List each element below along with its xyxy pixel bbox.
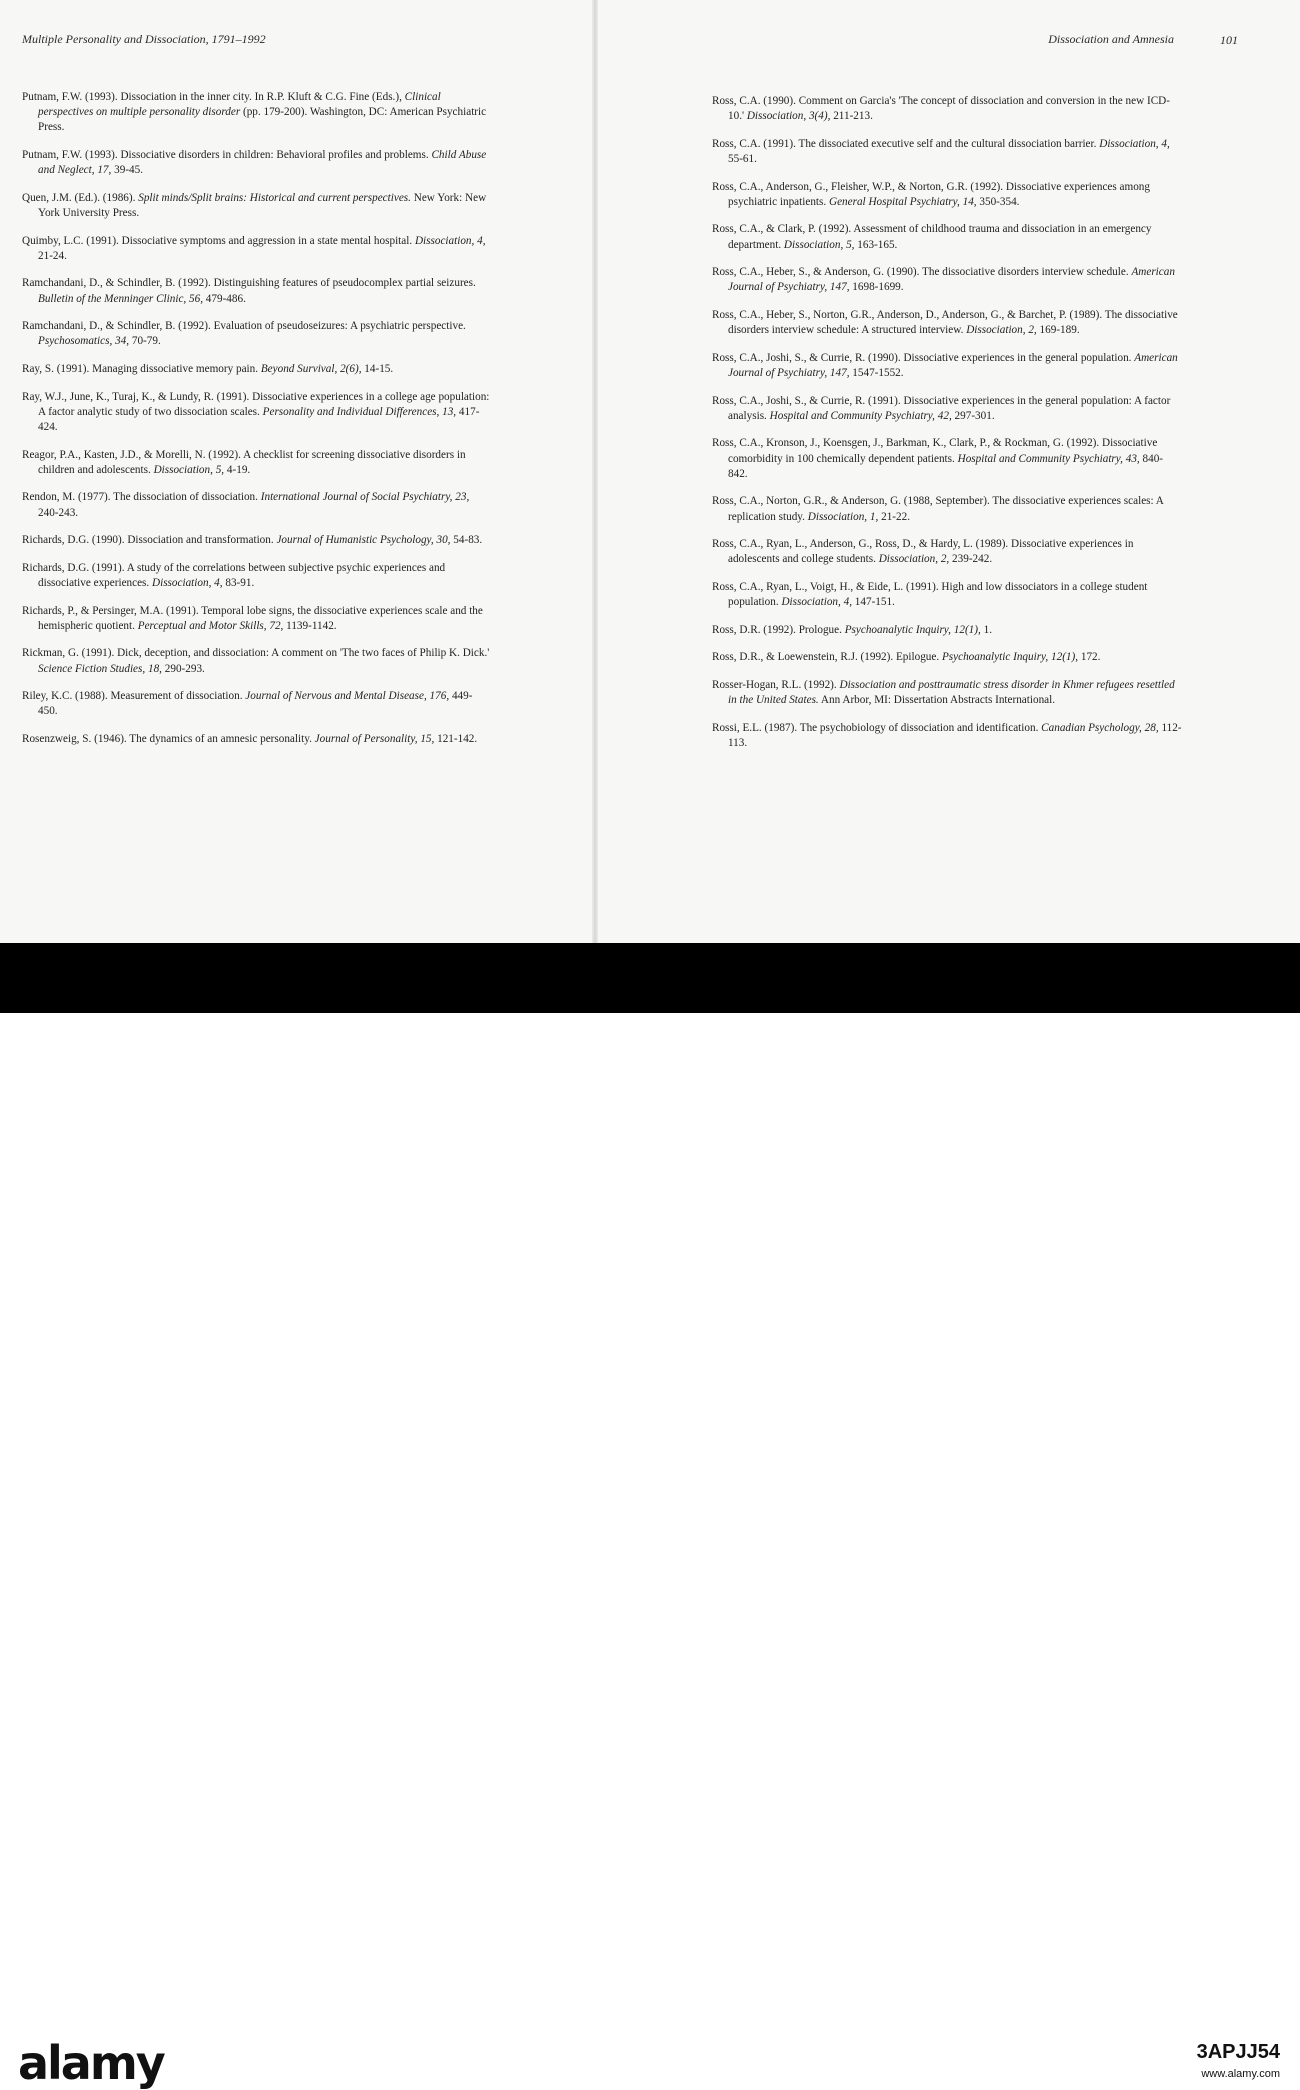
reference-text: Ross, C.A., Ryan, L., Anderson, G., Ross, D., & Hardy, L. (1989). Dissociative experiences in adolescents and college students. [712, 538, 1134, 566]
reference-entry [22, 448, 492, 478]
reference-source-title: Psychoanalytic Inquiry, 12(1), [844, 623, 981, 636]
reference-text: Quen, J.M. (Ed.). (1986). [22, 191, 139, 204]
reference-entry [22, 689, 492, 719]
reference-entry [22, 90, 492, 136]
reference-entry [712, 351, 1182, 381]
reference-text: Ray, W.J., June, K., Turaj, K., & Lundy, R. (1991). Dissociative experiences in a college age population: A factor analytic study of two dissociation scales. [22, 390, 490, 418]
reference-entry [712, 308, 1182, 338]
reference-text: Ramchandani, D., & Schindler, B. (1992). Distinguishing features of pseudocomplex partial seizures. [22, 277, 476, 290]
watermark-footer [0, 1013, 1300, 2090]
reference-text: 55-61. [728, 153, 757, 165]
reference-text: Rickman, G. (1991). Dick, deception, and dissociation: A comment on 'The two faces of Philip K. Dick.' [22, 647, 490, 660]
reference-text: Ross, D.R., & Loewenstein, R.J. (1992). Epilogue. [712, 651, 942, 664]
reference-text: 240-243. [38, 506, 79, 519]
reference-source-title: American Journal of Psychiatry, 147, [728, 266, 1175, 294]
watermark-url: www.alamy.com [1201, 2068, 1280, 2080]
reference-text: Quimby, L.C. (1991). Dissociative symptoms and aggression in a state mental hospital. [22, 234, 415, 247]
reference-text: 449-450. [38, 690, 473, 718]
reference-source-title: Dissociation, 2, [878, 553, 950, 566]
reference-text: 14-15. [361, 362, 394, 375]
reference-text: Ramchandani, D., & Schindler, B. (1992). Evaluation of pseudoseizures: A psychiatric perspective. [22, 320, 466, 333]
reference-text: 147-151. [852, 596, 895, 609]
image-id: 3APJJ54 [1196, 2041, 1280, 2063]
reference-text: Rosser-Hogan, R.L. (1992). [712, 678, 840, 691]
reference-text: 169-189. [1036, 324, 1080, 337]
reference-entry [22, 604, 492, 634]
reference-entry [712, 623, 1182, 638]
reference-text: 21-24. [38, 249, 67, 262]
left-reference-list [22, 90, 492, 760]
reference-text: 163-165. [854, 238, 898, 251]
right-reference-list [712, 94, 1182, 764]
reference-text: Ross, C.A. (1990). Comment on Garcia's 'The concept of dissociation and conversion in the new ICD-10.' [712, 95, 1170, 123]
reference-text: (pp. 179-200). Washington, DC: American Psychiatric Press. [38, 106, 487, 134]
reference-text: Putnam, F.W. (1993). Dissociation in the inner city. In R.P. Kluft & C.G. Fine (Eds.), [22, 91, 405, 103]
scan-border-band [0, 943, 1300, 1013]
reference-entry [712, 265, 1182, 295]
reference-source-title: Psychosomatics, 34, [38, 335, 130, 348]
reference-text: Riley, K.C. (1988). Measurement of dissociation. [22, 690, 246, 703]
reference-source-title: Dissociation, 3(4), [746, 110, 831, 123]
reference-entry [22, 732, 492, 747]
reference-source-title: Dissociation, 4, [1099, 137, 1170, 150]
reference-text: Ross, C.A., Ryan, L., Voigt, H., & Eide, L. (1991). High and low dissociators in a college student population. [712, 580, 1148, 609]
left-page [0, 0, 594, 943]
reference-source-title: International Journal of Social Psychiatry, 23, [260, 491, 470, 504]
reference-entry [712, 180, 1182, 210]
reference-source-title: General Hospital Psychiatry, 14, [828, 195, 977, 208]
reference-source-title: Psychoanalytic Inquiry, 12(1), [941, 651, 1079, 664]
reference-source-title: Perceptual and Motor Skills, 72, [137, 619, 284, 632]
reference-entry [22, 490, 492, 520]
reference-entry [712, 678, 1182, 708]
reference-source-title: Dissociation and posttraumatic stress disorder in Khmer refugees resettled in the United States. [728, 678, 1175, 707]
reference-text: Rossi, E.L. (1987). The psychobiology of dissociation and identification. [712, 721, 1042, 734]
reference-entry [22, 362, 492, 377]
reference-text: Richards, P., & Persinger, M.A. (1991). Temporal lobe signs, the dissociative experiences scale and the hemispheric quotient. [22, 604, 483, 632]
reference-entry [712, 537, 1182, 567]
reference-source-title: Hospital and Community Psychiatry, 43, [957, 452, 1140, 465]
reference-source-title: Canadian Psychology, 28, [1041, 721, 1159, 734]
reference-text: Reagor, P.A., Kasten, J.D., & Morelli, N. (1992). A checklist for screening dissociative disorders in children and adolescents. [22, 448, 466, 476]
reference-text: 239-242. [949, 553, 993, 566]
alamy-logo: alamy [18, 2036, 164, 2090]
reference-source-title: Clinical perspectives on multiple personality disorder [38, 91, 441, 119]
reference-source-title: Dissociation, 5, [783, 238, 855, 251]
reference-source-title: Journal of Personality, 15, [314, 732, 435, 745]
reference-source-title: Science Fiction Studies, 18, [38, 662, 162, 675]
reference-entry [22, 646, 492, 676]
reference-source-title: Journal of Nervous and Mental Disease, 176, [245, 690, 450, 703]
reference-text: 21-22. [878, 510, 910, 523]
reference-source-title: Dissociation, 5, [153, 463, 225, 476]
reference-entry [712, 580, 1182, 610]
reference-text: 479-486. [203, 292, 246, 305]
reference-text: 121-142. [434, 732, 478, 745]
reference-text: Ross, C.A., Kronson, J., Koensgen, J., Barkman, K., Clark, P., & Rockman, G. (1992). Dissociative comorbidity in 100 chemically dependent patients. [712, 437, 1158, 465]
reference-entry [712, 650, 1182, 665]
reference-source-title: Dissociation, 4, [781, 596, 852, 609]
reference-text: 4-19. [224, 463, 251, 476]
book-spread [0, 0, 1300, 943]
reference-entry [712, 436, 1182, 482]
reference-source-title: Split minds/Split brains: Historical and current perspectives. [138, 191, 411, 204]
reference-text: 350-354. [976, 195, 1020, 208]
reference-text: 1698-1699. [849, 281, 904, 294]
reference-source-title: Dissociation, 4, [152, 576, 223, 589]
reference-text: Ross, C.A., Joshi, S., & Currie, R. (1991). Dissociative experiences in the general population: A factor analysis. [712, 394, 1171, 422]
reference-source-title: Personality and Individual Differences, 13, [262, 405, 457, 418]
reference-entry [712, 94, 1182, 124]
reference-text: 297-301. [951, 409, 995, 422]
left-running-head: Multiple Personality and Dissociation, 1791–1992 [22, 32, 266, 46]
reference-entry [22, 561, 492, 591]
reference-text: New York: New York University Press. [38, 191, 487, 219]
reference-text: 112-113. [728, 721, 1182, 749]
reference-source-title: Child Abuse and Neglect, 17, [38, 149, 487, 177]
reference-text: 211-213. [830, 110, 873, 123]
reference-text: Ross, C.A., Joshi, S., & Currie, R. (1990). Dissociative experiences in the general population. [712, 351, 1135, 364]
reference-entry [22, 191, 492, 221]
reference-text: Rendon, M. (1977). The dissociation of dissociation. [22, 491, 261, 504]
reference-text: Putnam, F.W. (1993). Dissociative disorders in children: Behavioral profiles and problems. [22, 149, 432, 161]
reference-text: Ross, C.A., Heber, S., & Anderson, G. (1990). The dissociative disorders interview schedule. [712, 266, 1132, 279]
reference-text: Ross, C.A., & Clark, P. (1992). Assessment of childhood trauma and dissociation in an emergency department. [712, 223, 1152, 251]
reference-source-title: Dissociation, 1, [807, 510, 879, 523]
reference-text: Ross, C.A., Heber, S., Norton, G.R., Anderson, D., Anderson, G., & Barchet, P. (1989). The dissociative disorders interview schedule: A structured interview. [712, 308, 1178, 337]
reference-text: 83-91. [222, 576, 255, 589]
reference-source-title: Bulletin of the Menninger Clinic, 56, [38, 292, 203, 305]
reference-entry [712, 137, 1182, 167]
reference-source-title: Hospital and Community Psychiatry, 42, [769, 409, 952, 422]
reference-entry [712, 494, 1182, 524]
reference-text: 54-83. [450, 534, 483, 547]
reference-text: Ross, C.A., Norton, G.R., & Anderson, G. (1988, September). The dissociative experiences scales: A replication study. [712, 495, 1164, 523]
right-page [598, 0, 1300, 943]
reference-entry [22, 148, 492, 178]
reference-text: 39-45. [111, 164, 144, 177]
reference-source-title: American Journal of Psychiatry, 147, [728, 351, 1178, 379]
reference-entry [22, 234, 492, 264]
reference-text: 1547-1552. [849, 366, 904, 379]
reference-text: 70-79. [129, 335, 161, 348]
reference-text: 172. [1078, 651, 1101, 664]
reference-source-title: Journal of Humanistic Psychology, 30, [276, 534, 451, 547]
reference-text: Ann Arbor, MI: Dissertation Abstracts International. [818, 694, 1056, 707]
reference-entry [712, 222, 1182, 252]
reference-text: Ross, C.A., Anderson, G., Fleisher, W.P., & Norton, G.R. (1992). Dissociative experiences among psychiatric inpatients. [712, 180, 1150, 208]
reference-entry [712, 721, 1182, 751]
reference-text: Ray, S. (1991). Managing dissociative memory pain. [22, 362, 261, 375]
reference-text: Richards, D.G. (1991). A study of the correlations between subjective psychic experiences and dissociative experiences. [22, 561, 446, 589]
reference-entry [22, 276, 492, 306]
reference-text: 1139-1142. [283, 619, 337, 632]
reference-text: Ross, C.A. (1991). The dissociated executive self and the cultural dissociation barrier. [712, 137, 1100, 150]
reference-entry [22, 319, 492, 349]
page-number: 101 [1220, 33, 1238, 47]
reference-text: 840-842. [728, 452, 1164, 480]
reference-text: Richards, D.G. (1990). Dissociation and transformation. [22, 534, 277, 547]
reference-source-title: Dissociation, 4, [414, 234, 486, 247]
reference-text: 290-293. [161, 662, 205, 675]
reference-entry [22, 533, 492, 548]
reference-text: Rosenzweig, S. (1946). The dynamics of an amnesic personality. [22, 732, 315, 745]
stock-id-block [1197, 2041, 1280, 2080]
reference-source-title: Beyond Survival, 2(6), [260, 362, 362, 375]
reference-entry [712, 394, 1182, 424]
reference-entry [22, 390, 492, 436]
reference-text: Ross, D.R. (1992). Prologue. [712, 623, 845, 636]
right-running-head: Dissociation and Amnesia [1048, 32, 1174, 46]
reference-text: 417-424. [38, 405, 480, 433]
reference-text: 1. [980, 623, 992, 636]
reference-source-title: Dissociation, 2, [966, 324, 1037, 337]
